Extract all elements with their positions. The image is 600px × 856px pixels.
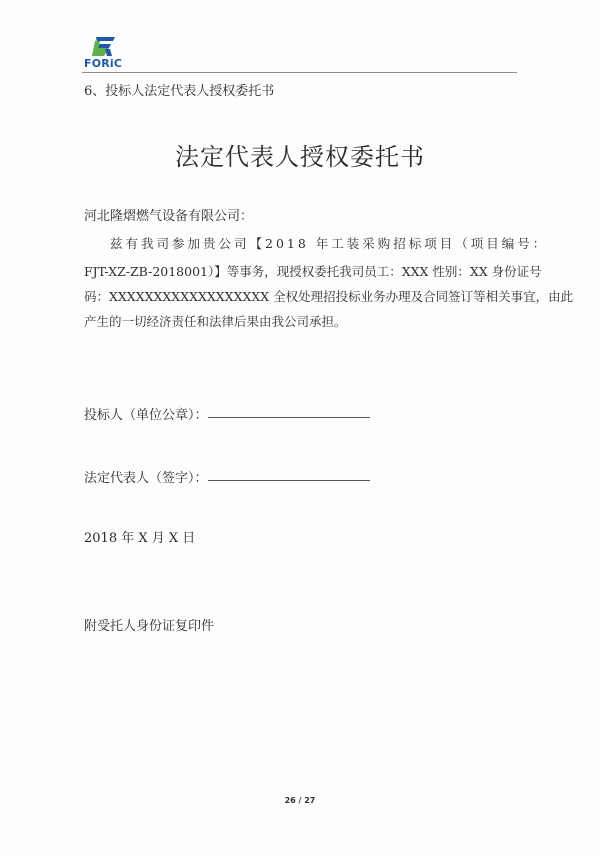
bidder-seal-line: [208, 417, 370, 418]
logo-text: FORiC: [84, 57, 123, 70]
legal-rep-signature-line: [208, 480, 370, 481]
bidder-seal-label: 投标人（单位公章）：: [84, 408, 208, 423]
document-title: 法定代表人授权委托书: [175, 143, 425, 171]
page-number: 26 / 27: [284, 796, 316, 805]
body-line-2: FJT-XZ-ZB-2018001）】等事务，现授权委托我司员工：XXX 性别：XX 身份证号: [84, 264, 542, 279]
attachment-note: 附受托人身份证复印件: [84, 619, 215, 634]
body-line-3: 码：XXXXXXXXXXXXXXXXXX 全权处理招投标业务办理及合同签订等相关事宜，由此: [84, 289, 574, 304]
company-logo: [84, 36, 124, 70]
foric-logo-icon: [92, 36, 116, 58]
body-line-4: 产生的一切经济责任和法律后果由我公司承担。: [84, 314, 347, 329]
header-divider: [82, 72, 517, 73]
section-heading: 6、投标人法定代表人授权委托书: [84, 84, 275, 99]
addressee: 河北隆熠燃气设备有限公司：: [84, 209, 254, 224]
legal-rep-signature-label: 法定代表人（签字）：: [84, 471, 208, 486]
document-date: 2018 年 X 月 X 日: [84, 531, 196, 546]
body-line-1: 兹有我司参加贵公司【2018 年工装采购招标项目（项目编号：: [110, 236, 549, 251]
